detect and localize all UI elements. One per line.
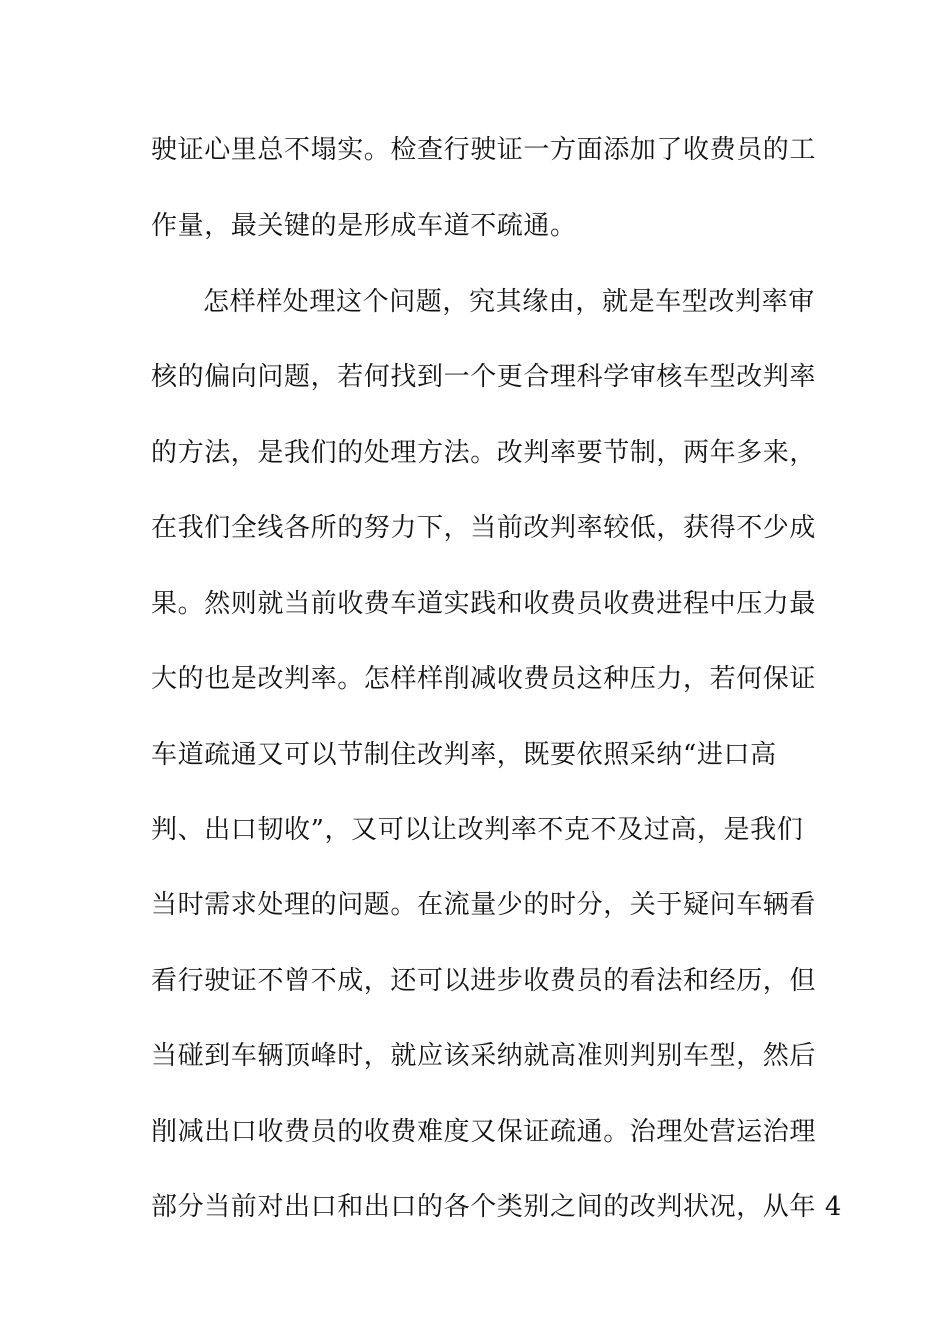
text-line: 部分当前对出口和出口的各个类别之间的改判状况，从年 4: [151, 1192, 843, 1222]
text-line: 大的也是改判率。怎样样削减收费员这种压力，若何保证: [151, 664, 817, 694]
text-line: 看行驶证不曾不成，还可以进步收费员的看法和经历，但: [151, 966, 817, 996]
text-line: 判、出口韧收”，又可以让改判率不克不及过高，是我们: [151, 815, 804, 845]
text-line: 在我们全线各所的努力下，当前改判率较低，获得不少成: [151, 513, 817, 543]
text-line: 当碰到车辆顶峰时，就应该采纳就高准则判别车型，然后: [151, 1041, 817, 1071]
text-line: 作量，最关键的是形成车道不疏通。: [151, 211, 577, 241]
text-line: 果。然则就当前收费车道实践和收费员收费进程中压力最: [151, 589, 817, 619]
text-line: 驶证心里总不塌实。检查行驶证一方面添加了收费员的工: [151, 135, 817, 165]
text-line: 的方法，是我们的处理方法。改判率要节制，两年多来，: [151, 438, 817, 468]
text-line: 当时需求处理的问题。在流量少的时分，关于疑问车辆看: [151, 890, 817, 920]
text-line: 核的偏向问题，若何找到一个更合理科学审核车型改判率: [151, 362, 817, 392]
paragraph-first-line: 怎样样处理这个问题，究其缘由，就是车型改判率审: [203, 287, 815, 317]
text-line: 削减出口收费员的收费难度又保证疏通。治理处营运治理: [151, 1117, 817, 1147]
text-line: 车道疏通又可以节制住改判率，既要依照采纳“进口高: [151, 740, 777, 770]
